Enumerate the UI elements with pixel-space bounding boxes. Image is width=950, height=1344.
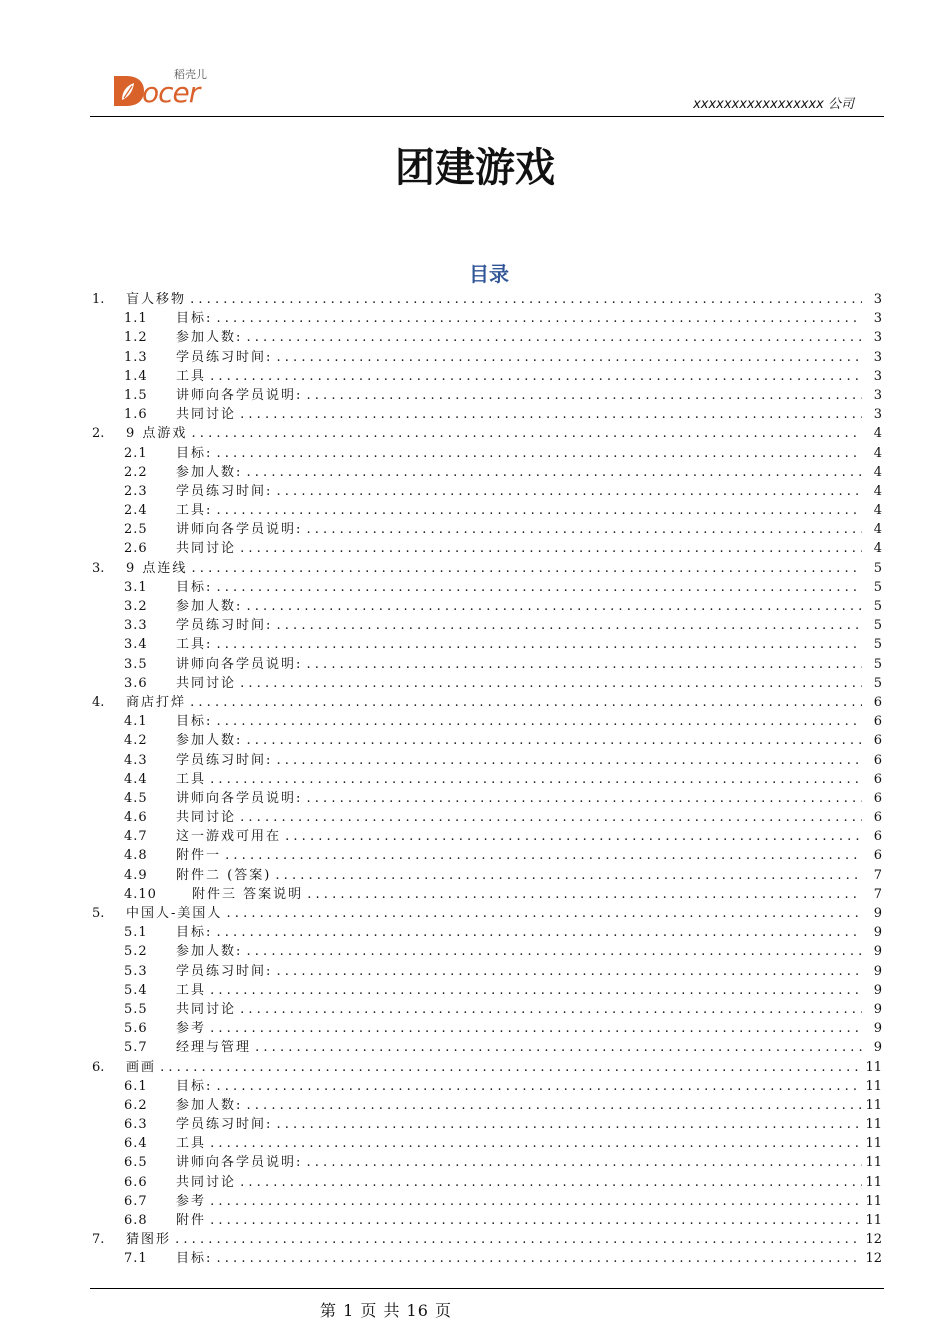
toc-entry-number: 5.6: [124, 1021, 148, 1037]
toc-entry[interactable]: [92, 1058, 882, 1077]
toc-entry[interactable]: [92, 444, 882, 463]
docer-logo: [112, 66, 232, 112]
toc-entry-label: 参加人数: . . .: [176, 597, 862, 616]
toc-entry-page: 3: [873, 309, 882, 328]
toc-entry-number: 2.1: [124, 445, 148, 461]
toc-entry-page: 6: [873, 808, 882, 827]
toc-entry[interactable]: [92, 1153, 882, 1172]
toc-entry-number: 3.2: [124, 599, 148, 614]
toc-entry-page: 7: [873, 885, 882, 904]
toc-entry[interactable]: [92, 712, 882, 731]
toc-entry[interactable]: [92, 1230, 882, 1249]
toc-entry-label: 学员练习时间: . . .: [176, 482, 862, 501]
toc-entry-page: 3: [873, 348, 882, 367]
toc-entry-label: 参加人数: . . .: [176, 463, 862, 482]
toc-entry-label: 讲师向各学员说明: . . .: [176, 520, 862, 539]
page-number: 第 1 页 共 16 页: [320, 1301, 452, 1320]
toc-entry-number: 5.2: [124, 944, 148, 960]
toc-entry-number: 2.2: [124, 464, 148, 480]
toc-entry-label: 讲师向各学员说明: . . .: [176, 655, 862, 674]
toc-entry-number: 3.5: [124, 656, 148, 672]
toc-entry[interactable]: [92, 1211, 882, 1230]
toc-entry-label: 目标: . . .: [176, 444, 862, 463]
toc-entry-number: 6.3: [124, 1117, 148, 1133]
toc-entry[interactable]: [92, 309, 882, 328]
toc-entry-page: 7: [873, 866, 882, 885]
toc-entry-page: 6: [873, 789, 882, 808]
toc-entry-page: 6: [873, 770, 882, 789]
toc-entry[interactable]: [92, 578, 882, 597]
toc-entry-label: 目标: . . .: [176, 1249, 862, 1268]
logo-wordmark: ocer: [142, 76, 200, 109]
toc-entry-number: 7.: [92, 1232, 105, 1248]
toc-entry[interactable]: [92, 655, 882, 674]
toc-entry[interactable]: [92, 1019, 882, 1038]
page-header: [90, 60, 884, 117]
toc-entry-number: 4.3: [124, 752, 148, 768]
toc-entry[interactable]: [92, 789, 882, 808]
toc-entry-number: 2.5: [124, 522, 148, 538]
toc-entry[interactable]: [92, 1192, 882, 1211]
toc-entry[interactable]: [92, 1249, 882, 1268]
toc-entry[interactable]: [92, 731, 882, 750]
toc-entry[interactable]: [92, 923, 882, 942]
toc-entry-number: 2.: [92, 426, 105, 442]
toc-entry-number: 1.3: [124, 349, 148, 365]
toc-entry-number: 3.1: [124, 579, 148, 595]
toc-entry[interactable]: [92, 1115, 882, 1134]
toc-entry-label: 目标: . . .: [176, 712, 862, 731]
toc-entry-label: 参考 . . .: [176, 1019, 862, 1038]
toc-entry[interactable]: [92, 405, 882, 424]
footer-rule: [90, 1288, 884, 1289]
toc-entry-label: 中国人-美国人 . . .: [126, 904, 862, 923]
toc-entry-page: 9: [873, 962, 882, 981]
toc-entry-number: 6.2: [124, 1097, 148, 1113]
toc-entry-number: 6.5: [124, 1155, 148, 1171]
toc-entry[interactable]: [92, 367, 882, 386]
toc-entry-label: 工具 . . .: [176, 770, 862, 789]
toc-entry-number: 2.3: [124, 483, 148, 499]
docer-leaf-icon: [112, 72, 146, 110]
toc-entry-label: 附件一 . . .: [176, 846, 862, 865]
toc-entry-number: 5.3: [124, 963, 148, 979]
toc-entry-page: 9: [873, 942, 882, 961]
toc-entry-page: 5: [873, 559, 882, 578]
toc-entry[interactable]: [92, 693, 882, 712]
toc-entry[interactable]: [92, 904, 882, 923]
toc-entry-label: 学员练习时间: . . .: [176, 348, 862, 367]
toc-entry-page: 11: [864, 1153, 882, 1172]
toc-entry[interactable]: [92, 1038, 882, 1057]
toc-entry[interactable]: [92, 386, 882, 405]
toc-entry-number: 6.6: [124, 1174, 148, 1190]
toc-entry-label: 学员练习时间: . . .: [176, 751, 862, 770]
toc-entry-label: 附件三 答案说明 . . .: [192, 885, 862, 904]
toc-entry[interactable]: [92, 866, 882, 885]
toc-entry-label: 共同讨论 . . .: [176, 1173, 862, 1192]
toc-entry[interactable]: [92, 1000, 882, 1019]
toc-entry-page: 5: [873, 597, 882, 616]
toc-entry-label: 共同讨论 . . .: [176, 808, 862, 827]
toc-entry-label: 盲人移物 . . .: [126, 290, 862, 309]
toc-entry-page: 11: [864, 1211, 882, 1230]
toc-entry[interactable]: [92, 808, 882, 827]
toc-entry-label: 讲师向各学员说明: . . .: [176, 1153, 862, 1172]
toc-entry-page: 11: [864, 1077, 882, 1096]
toc-entry[interactable]: [92, 635, 882, 654]
toc-entry-number: 3.6: [124, 675, 148, 691]
toc-entry-page: 3: [873, 328, 882, 347]
toc-entry-label: 目标: . . .: [176, 309, 862, 328]
toc-entry-label: 讲师向各学员说明: . . .: [176, 789, 862, 808]
toc-heading: 目录: [469, 262, 509, 286]
toc-entry-label: 工具 . . .: [176, 981, 862, 1000]
toc-entry[interactable]: [92, 1077, 882, 1096]
toc-entry-label: 目标: . . .: [176, 578, 862, 597]
toc-entry-label: 工具: . . .: [176, 635, 862, 654]
toc-entry-page: 6: [873, 846, 882, 865]
toc-entry[interactable]: [92, 942, 882, 961]
toc-entry-page: 6: [873, 693, 882, 712]
toc-entry-number: 4.7: [124, 829, 148, 845]
toc-entry[interactable]: [92, 1134, 882, 1153]
toc-entry-label: 商店打烊 . . .: [126, 693, 862, 712]
toc-entry[interactable]: [92, 770, 882, 789]
toc-entry-label: 参加人数: . . .: [176, 731, 862, 750]
toc-entry-number: 4.10: [124, 886, 157, 902]
toc-entry-number: 6.1: [124, 1078, 148, 1094]
toc-entry-label: 工具 . . .: [176, 1134, 862, 1153]
toc-entry-label: 经理与管理 . . .: [176, 1038, 862, 1057]
toc-entry-page: 4: [873, 520, 882, 539]
toc-entry-number: 5.1: [124, 925, 148, 941]
toc-entry-number: 4.9: [124, 867, 148, 883]
table-of-contents: [92, 290, 882, 1269]
toc-entry-number: 4.8: [124, 848, 148, 864]
toc-entry-number: 2.6: [124, 541, 148, 557]
toc-entry-page: 9: [873, 1000, 882, 1019]
toc-entry-number: 5.7: [124, 1040, 148, 1056]
toc-entry[interactable]: [92, 616, 882, 635]
toc-entry-number: 4.1: [124, 714, 148, 730]
toc-entry-page: 12: [864, 1230, 882, 1249]
toc-entry-page: 6: [873, 731, 882, 750]
toc-entry-number: 3.3: [124, 618, 148, 634]
company-name: xxxxxxxxxxxxxxxxx 公司: [693, 97, 854, 112]
toc-entry-page: 11: [864, 1115, 882, 1134]
toc-entry-number: 5.4: [124, 982, 148, 998]
toc-entry-number: 1.: [92, 292, 105, 307]
toc-entry-label: 共同讨论 . . .: [176, 674, 862, 693]
toc-entry-number: 7.1: [124, 1251, 148, 1267]
toc-entry-page: 9: [873, 923, 882, 942]
toc-entry-number: 1.4: [124, 368, 148, 384]
toc-entry[interactable]: [92, 520, 882, 539]
toc-entry-number: 1.1: [124, 311, 148, 327]
toc-entry-number: 1.6: [124, 407, 148, 423]
toc-entry-page: 3: [873, 386, 882, 405]
toc-entry-number: 3.4: [124, 637, 148, 653]
toc-entry[interactable]: [92, 885, 882, 904]
toc-entry-label: 这一游戏可用在 . . .: [176, 827, 862, 846]
toc-entry[interactable]: [92, 827, 882, 846]
toc-entry-number: 4.4: [124, 771, 148, 787]
toc-entry-label: 参加人数: . . .: [176, 942, 862, 961]
toc-entry[interactable]: [92, 751, 882, 770]
toc-entry[interactable]: [92, 424, 882, 443]
toc-entry-page: 4: [873, 463, 882, 482]
toc-entry-number: 4.5: [124, 790, 148, 806]
toc-entry[interactable]: [92, 981, 882, 1000]
toc-entry-label: 目标: . . .: [176, 923, 862, 942]
toc-entry-number: 6.8: [124, 1213, 148, 1228]
toc-entry-page: 5: [873, 578, 882, 597]
toc-entry[interactable]: [92, 559, 882, 578]
toc-entry[interactable]: [92, 539, 882, 558]
toc-entry-label: 工具 . . .: [176, 367, 862, 386]
toc-entry-page: 3: [873, 290, 882, 309]
toc-entry-page: 11: [864, 1134, 882, 1153]
toc-entry-label: 附件 . . .: [176, 1211, 862, 1230]
toc-entry-page: 6: [873, 751, 882, 770]
toc-entry-page: 5: [873, 616, 882, 635]
toc-entry-page: 9: [873, 904, 882, 923]
toc-entry-page: 9: [873, 1019, 882, 1038]
toc-entry-number: 4.6: [124, 810, 148, 826]
toc-entry-page: 4: [873, 444, 882, 463]
toc-entry-label: 9 点连线 . . .: [126, 559, 862, 578]
toc-entry[interactable]: [92, 348, 882, 367]
toc-entry-page: 11: [864, 1173, 882, 1192]
toc-entry-label: 学员练习时间: . . .: [176, 616, 862, 635]
toc-entry-label: 参加人数: . . .: [176, 1096, 862, 1115]
toc-entry-page: 3: [873, 367, 882, 386]
toc-entry-number: 6.4: [124, 1136, 148, 1152]
toc-entry-label: 学员练习时间: . . .: [176, 1115, 862, 1134]
toc-entry-label: 猜图形 . . .: [126, 1230, 862, 1249]
toc-entry-page: 4: [873, 501, 882, 520]
toc-entry-page: 6: [873, 827, 882, 846]
toc-entry-label: 参考 . . .: [176, 1192, 862, 1211]
toc-entry-number: 3.: [92, 560, 105, 576]
toc-entry[interactable]: [92, 597, 882, 616]
toc-entry-page: 11: [864, 1096, 882, 1115]
toc-entry-page: 5: [873, 635, 882, 654]
toc-entry-label: 9 点游戏 . . .: [126, 424, 862, 443]
toc-entry-page: 3: [873, 405, 882, 424]
toc-entry[interactable]: [92, 290, 882, 309]
toc-entry-label: 共同讨论 . . .: [176, 539, 862, 558]
toc-entry-label: 附件二 (答案) . . .: [176, 866, 862, 885]
toc-entry-number: 5.5: [124, 1001, 148, 1017]
toc-entry[interactable]: [92, 1096, 882, 1115]
toc-entry-number: 6.: [92, 1059, 105, 1075]
toc-entry-number: 5.: [92, 906, 105, 921]
toc-entry[interactable]: [92, 1173, 882, 1192]
toc-entry-page: 11: [864, 1192, 882, 1211]
toc-entry-page: 6: [873, 712, 882, 731]
toc-entry-number: 4.2: [124, 733, 148, 749]
toc-entry[interactable]: [92, 482, 882, 501]
toc-entry-label: 工具: . . .: [176, 501, 862, 520]
toc-entry-label: 学员练习时间: . . .: [176, 962, 862, 981]
toc-entry-number: 1.2: [124, 330, 148, 346]
toc-entry-label: 共同讨论 . . .: [176, 1000, 862, 1019]
toc-entry-page: 12: [864, 1249, 882, 1268]
toc-entry[interactable]: [92, 501, 882, 520]
toc-entry[interactable]: [92, 463, 882, 482]
toc-entry-page: 5: [873, 674, 882, 693]
toc-entry-page: 5: [873, 655, 882, 674]
toc-entry-number: 2.4: [124, 503, 148, 519]
toc-entry[interactable]: [92, 846, 882, 865]
toc-entry-number: 4.: [92, 694, 105, 710]
toc-entry-label: 目标: . . .: [176, 1077, 862, 1096]
toc-entry[interactable]: [92, 674, 882, 693]
toc-entry-page: 9: [873, 1038, 882, 1057]
toc-entry[interactable]: [92, 328, 882, 347]
toc-entry-label: 画画 . . .: [126, 1058, 862, 1077]
toc-entry[interactable]: [92, 962, 882, 981]
document-title: 团建游戏: [395, 145, 555, 191]
toc-entry-number: 6.7: [124, 1193, 148, 1209]
toc-entry-page: 4: [873, 424, 882, 443]
toc-entry-page: 11: [864, 1058, 882, 1077]
toc-entry-label: 共同讨论 . . .: [176, 405, 862, 424]
toc-entry-page: 4: [873, 482, 882, 501]
toc-entry-label: 讲师向各学员说明: . . .: [176, 386, 862, 405]
logo-chinese: 稻壳儿: [174, 68, 207, 81]
toc-entry-label: 参加人数: . . .: [176, 328, 862, 347]
toc-entry-page: 9: [873, 981, 882, 1000]
toc-entry-number: 1.5: [124, 387, 148, 403]
toc-entry-page: 4: [873, 539, 882, 558]
